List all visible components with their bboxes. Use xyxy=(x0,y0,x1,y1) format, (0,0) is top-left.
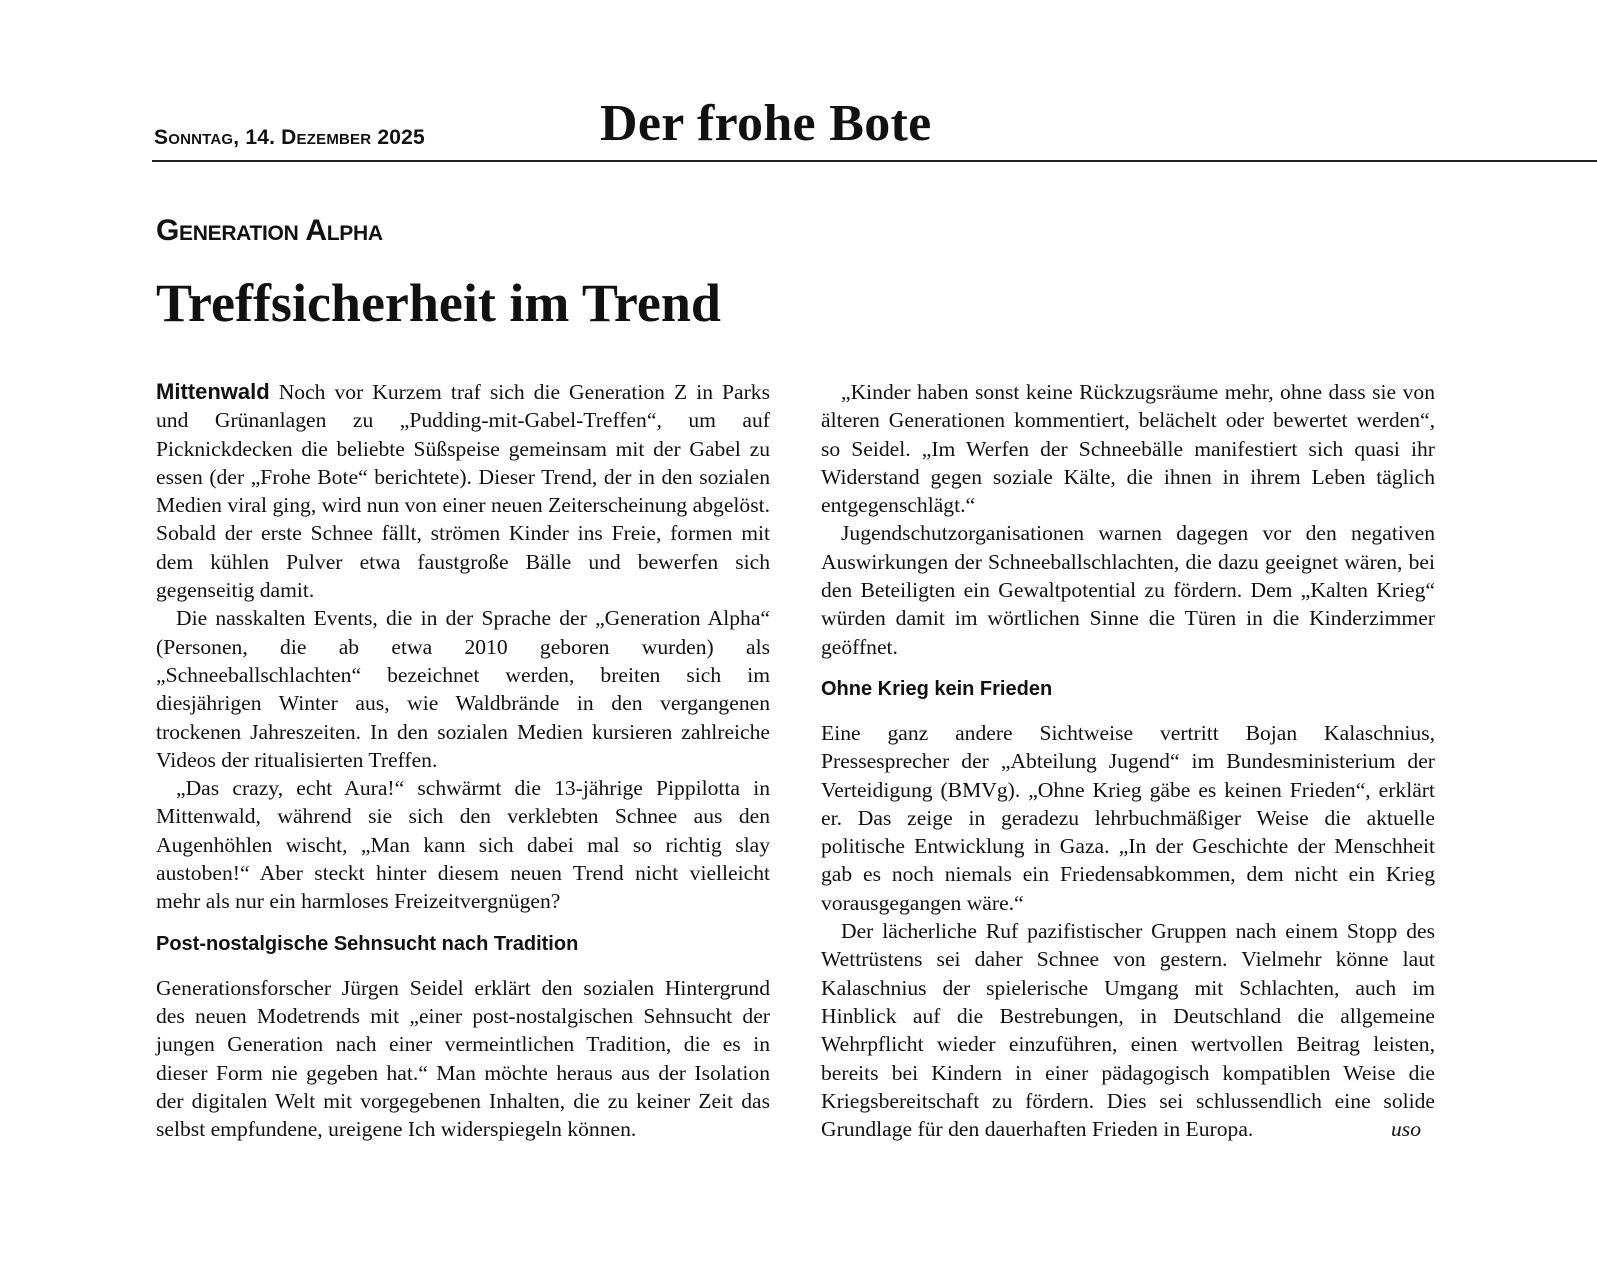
paragraph-closing-text: Der lächerliche Ruf pazifistischer Gruppen nach einem Stopp des Wettrüstens sei daher Schnee von gestern. Vielmehr könne laut Kalaschnius der spielerische Umgang mit Schlachten, auch im Hinblick auf die Bestrebungen, in Deutschland die allgemeine Wehrpflicht wieder einzuführen, einen wertvollen Beitrag leisten, bereits bei Kindern in einer pädagogisch kompatiblen Weise die Kriegsbereitschaft zu fördern. Dies sei schlussendlich eine solide Grundlage für den dauerhaften Frieden in Europa. xyxy=(821,919,1435,1142)
issue-date: Sonntag, 14. Dezember 2025 xyxy=(154,126,425,149)
section-subheading: Post-nostalgische Sehnsucht nach Tradition xyxy=(156,932,579,955)
paragraph-lead xyxy=(156,378,770,604)
paragraph: Jugendschutzorganisationen warnen dagegen vor den negativen Auswirkungen der Schneeballschlachten, die dazu geeignet wären, bei den Beteiligten ein Gewaltpotential zu fördern. Dem „Kalten Krieg“ würden damit im wörtlichen Sinne die Türen in die Kinderzimmer geöffnet. xyxy=(821,521,1435,659)
paragraph: „Das crazy, echt Aura!“ schwärmt die 13-jährige Pippilotta in Mittenwald, während sie sich den verklebten Schnee aus den Augenhöhlen wischt, „Man kann sich dabei mal so richtig slay austoben!“ Aber steckt hinter diesem neuen Trend nicht vielleicht mehr als nur ein harmloses Freizeitvergnügen? xyxy=(156,776,770,914)
place-name: Mittenwald xyxy=(156,379,270,404)
masthead-divider xyxy=(152,160,1597,162)
newspaper-title: Der frohe Bote xyxy=(600,95,932,152)
article-kicker: Generation Alpha xyxy=(156,214,383,247)
paragraph: „Kinder haben sonst keine Rückzugsräume mehr, ohne dass sie von älteren Generationen kommentiert, belächelt oder bewertet werden“, so Seidel. „Im Werfen der Schneebälle manifestiert sich quasi ihr Widerstand gegen soziale Kälte, die ihnen in ihrem Leben täglich entgegenschlägt.“ xyxy=(821,380,1435,518)
paragraph: Eine ganz andere Sichtweise vertritt Bojan Kalaschnius, Pressesprecher der „Abteilung Jugend“ im Bundesministerium der Verteidigung (BMVg). „Ohne Krieg gäbe es keinen Frieden“, erklärt er. Das zeige in geradezu lehrbuchmäßiger Weise die aktuelle politische Entwicklung in Gaza. „In der Geschichte der Menschheit gab es noch niemals ein Friedensabkommen, dem nicht ein Krieg vorausgegangen wäre.“ xyxy=(821,720,1435,915)
author-initials: uso xyxy=(1391,1117,1421,1142)
paragraph: Die nasskalten Events, die in der Sprache der „Generation Alpha“ (Personen, die ab etwa 2010 geboren wurden) als „Schneeballschlachten“ bezeichnet werden, breiten sich im diesjährigen Winter aus, wie Waldbrände in den vergangenen trockenen Jahreszeiten. In den sozialen Medien kursieren zahlreiche Videos der ritualisierten Treffen. xyxy=(156,606,770,772)
paragraph: Generationsforscher Jürgen Seidel erklärt den sozialen Hintergrund des neuen Modetrends mit „einer post-nostalgischen Sehnsucht der jungen Generation nach einer vermeintlichen Tradition, die es in dieser Form nie gegeben hat.“ Man möchte heraus aus der Isolation der digitalen Welt mit vorgegebenen Inhalten, die zu keiner Zeit das selbst empfundene, ureigene Ich widerspiegeln können. xyxy=(156,975,770,1142)
article-column-left xyxy=(156,378,770,1143)
section-subheading: Ohne Krieg kein Frieden xyxy=(821,677,1053,700)
paragraph-closing xyxy=(821,917,1435,1143)
article-headline: Treffsicherheit im Trend xyxy=(156,273,721,333)
article-column-right xyxy=(821,378,1435,1143)
masthead xyxy=(154,95,1597,160)
paragraph-lead-text: Noch vor Kurzem traf sich die Generation Z in Parks und Grünanlagen zu „Pudding-mit-Gabel-Treffen“, um auf Picknickdecken die beliebte Süßspeise gemeinsam mit der Gabel zu essen (der „Frohe Bote“ berichtete). Dieser Trend, der in den sozialen Medien viral ging, wird nun von einer neuen Zeiterscheinung abgelöst. Sobald der erste Schnee fällt, strömen Kinder ins Freie, formen mit dem kühlen Pulver etwa faustgroße Bälle und bewerfen sich gegenseitig damit. xyxy=(156,380,770,603)
